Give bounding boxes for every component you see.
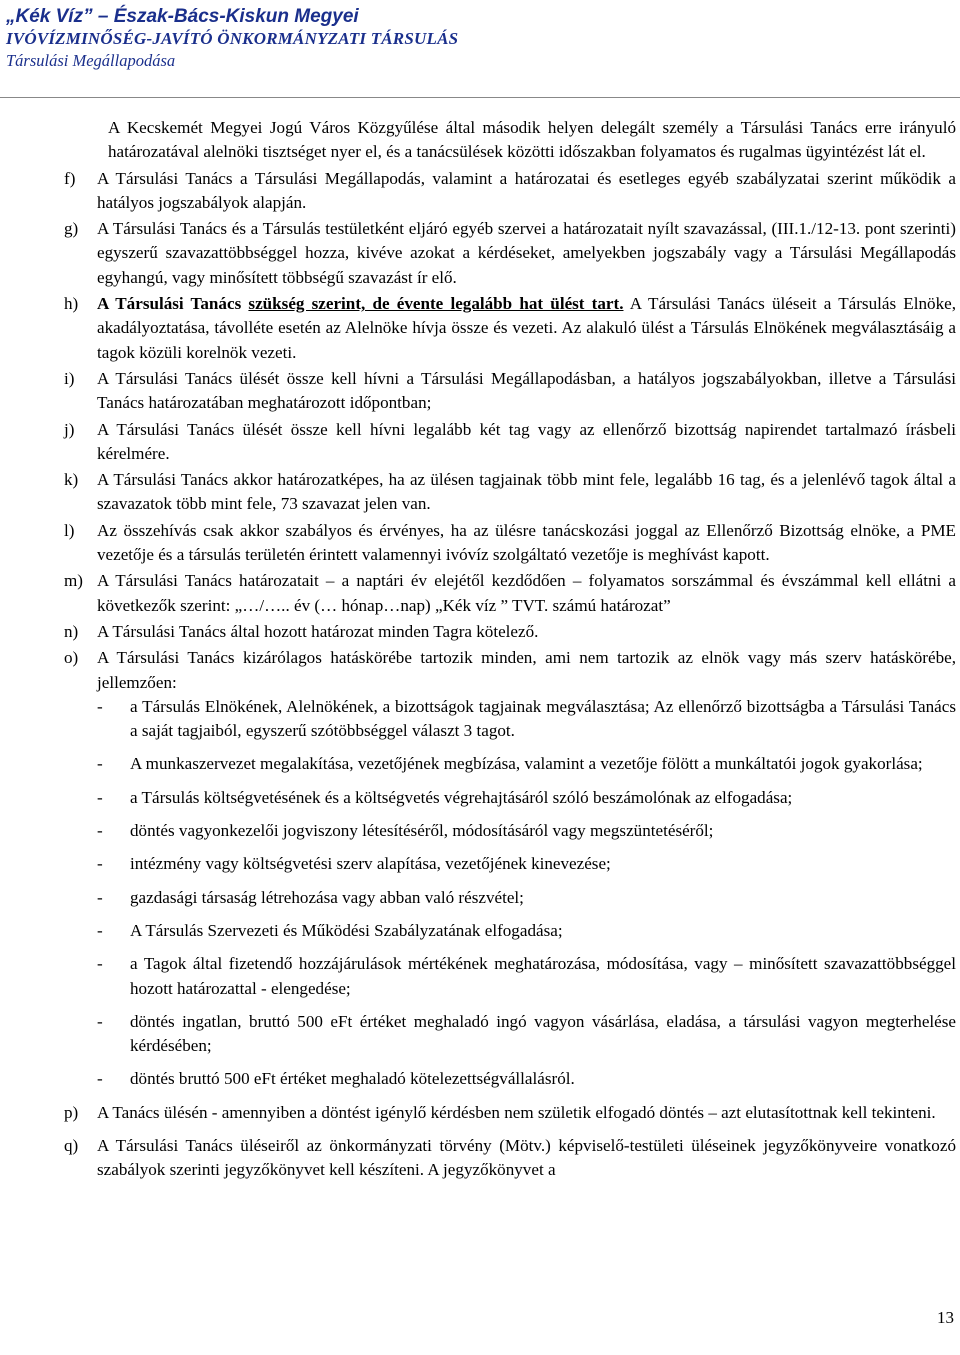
list-item-f bbox=[64, 167, 956, 216]
sub-item: - A Társulás Szervezeti és Működési Szabályzatának elfogadása; bbox=[97, 920, 563, 940]
item-label: m) bbox=[64, 571, 83, 591]
list-item-k bbox=[64, 468, 956, 517]
item-label: g) bbox=[64, 219, 79, 239]
list-item-o bbox=[64, 646, 956, 695]
item-text: Az összehívás csak akkor szabályos és érvényes, ha az ülésre tanácskozási joggal az Ellenőrző Bizottság elnöke, a PME vezetője és a társulás területén érintett valamennyi ivóvíz szolgáltató vezetője is meghívást kapott. bbox=[97, 520, 956, 565]
item-text: A Társulási Tanács üléseit a Társulás Elnöke, akadályoztatása, távolléte esetén az Alelnöke hívja össze és vezeti. Az alakuló ülést a Társulás Elnökének megválasztásáig a tagok közüli korelnök vezeti. bbox=[97, 294, 957, 362]
sub-item: - döntés vagyonkezelői jogviszony létesítéséről, módosításáról vagy megszüntetéséről; bbox=[97, 821, 714, 841]
item-label: f) bbox=[64, 168, 76, 188]
item-bold-text: A Társulási Tanács szükség szerint, de évente legalább hat ülést tart. bbox=[97, 294, 624, 314]
list-item-h bbox=[64, 292, 956, 365]
sub-item: - gazdasági társaság létrehozása vagy abban való részvétel; bbox=[97, 887, 524, 907]
item-label: j) bbox=[64, 419, 75, 439]
item-label: n) bbox=[64, 621, 79, 641]
item-text: A Tanács ülésén - amennyiben a döntést igénylő kérdésben nem születik elfogadó döntés – azt elutasítottnak kell tekinteni. bbox=[97, 1102, 936, 1122]
header-association-type: IVÓVÍZMINŐSÉG-JAVÍTÓ ÖNKORMÁNYZATI TÁRSULÁS bbox=[6, 29, 459, 48]
header-document-title: Társulási Megállapodása bbox=[6, 51, 176, 70]
item-text: A Társulási Tanács ülését össze kell hívni a Társulási Megállapodásban, a hatályos jogszabályokban, illetve a Társulási Tanács határozatában meghatározott időpontban; bbox=[97, 368, 956, 413]
document-header bbox=[6, 6, 458, 72]
sub-item: - intézmény vagy költségvetési szerv alapítása, vezetőjének kinevezése; bbox=[97, 854, 611, 874]
item-label: k) bbox=[64, 470, 79, 490]
item-text: A Társulási Tanács üléseiről az önkormányzati törvény (Mötv.) képviselő-testületi üléseinek jegyzőkönyveire vonatkozó szabályok szerinti jegyzőkönyvet kell készíteni. A jegyzőkönyvet a bbox=[97, 1135, 956, 1180]
item-label: h) bbox=[64, 294, 79, 314]
continuation-paragraph: A Kecskemét Megyei Jogú Város Közgyűlése által második helyen delegált személy a Társulási Tanács erre irányuló határozatával alelnöki tisztséget nyer el, és a tanácsülések közötti időszakban folyamatos és rugalmas ügyintézést lát el. bbox=[108, 118, 956, 162]
sub-item: - döntés ingatlan, bruttó 500 eFt értéket meghaladó ingó vagyon vásárlása, eladása, a társulási vagyon megterhelése kérdésében; bbox=[97, 1011, 956, 1056]
sub-item: - a Társulás költségvetésének és a költségvetés végrehajtásáról szóló beszámolónak az elfogadása; bbox=[97, 787, 793, 807]
item-label: q) bbox=[64, 1135, 79, 1155]
item-label: o) bbox=[64, 648, 79, 668]
header-association-name: „Kék Víz” – Észak-Bács-Kiskun Megyei bbox=[6, 6, 359, 27]
document-body bbox=[64, 116, 956, 1183]
list-item-g bbox=[64, 217, 956, 290]
list-item-j bbox=[64, 418, 956, 467]
sub-item: - a Tagok által fizetendő hozzájárulások mértékének meghatározása, módosítása, vagy – minősített szavazattöbbséggel hozott határozattal - elengedése; bbox=[97, 954, 956, 998]
item-text: A Társulási Tanács kizárólagos hatáskörébe tartozik minden, ami nem tartozik az elnök vagy más szerv hatáskörébe, jellemzően: bbox=[97, 648, 956, 692]
sub-item: - A munkaszervezet megalakítása, vezetőjének megbízása, valamint a vezetője fölött a munkáltatói jogok gyakorlása; bbox=[97, 754, 923, 774]
list-item-m bbox=[64, 569, 956, 618]
page-number: 13 bbox=[937, 1308, 954, 1327]
list-item-q bbox=[64, 1134, 956, 1183]
list-item-l bbox=[64, 519, 956, 568]
header-divider bbox=[0, 97, 960, 98]
item-label: p) bbox=[64, 1102, 79, 1122]
item-text: A Társulási Tanács és a Társulás testületként eljáró egyéb szervei a határozatait nyílt szavazással, (III.1./12-13. pont szerinti) egyszerű szavazattöbbséggel hozza, kivéve azokat a kérdéseket, amelyekben jogszabály vagy a Társulási Megállapodás egyhangú, vagy minősített többségű szavazást ír elő. bbox=[97, 219, 956, 287]
item-text: A Társulási Tanács által hozott határozat minden Tagra kötelező. bbox=[97, 621, 539, 641]
item-label: l) bbox=[64, 520, 75, 540]
list-item-i bbox=[64, 367, 956, 416]
item-text: A Társulási Tanács ülését össze kell hívni legalább két tag vagy az ellenőrző bizottság napirendet tartalmazó írásbeli kérelmére. bbox=[97, 419, 956, 463]
item-label: i) bbox=[64, 368, 75, 388]
sub-item: - a Társulás Elnökének, Alelnökének, a bizottságok tagjainak megválasztása; Az ellenőrző bizottságba a Társulási Tanács a saját tagjaiból, egyszerű szótöbbséggel választ 3 tagot. bbox=[97, 696, 956, 741]
item-bold-underlined-text: szükség szerint, de évente legalább hat ülést tart. bbox=[248, 294, 624, 314]
item-text: A Társulási Tanács a Társulási Megállapodás, valamint a határozatai és esetleges egyéb szabályzatai szerint működik a hatályos jogszabályok alapján. bbox=[97, 168, 956, 212]
item-text: A Társulási Tanács akkor határozatképes, ha az ülésen tagjainak több mint fele, legalább 16 tag, és a jelenlévő tagok által a szavazatok több mint fele, 73 szavazat jelen van. bbox=[97, 470, 956, 514]
item-text: A Társulási Tanács határozatait – a naptári év elejétől kezdődően – folyamatos sorszámmal és évszámmal kell ellátni a következők szerint: „…/….. év (… hónap…nap) „Kék víz ” TVT. számú határozat” bbox=[97, 571, 956, 615]
list-item-p bbox=[64, 1101, 956, 1125]
list-item-n bbox=[64, 620, 956, 644]
sub-item: - döntés bruttó 500 eFt értéket meghaladó kötelezettségvállalásról. bbox=[97, 1069, 575, 1089]
